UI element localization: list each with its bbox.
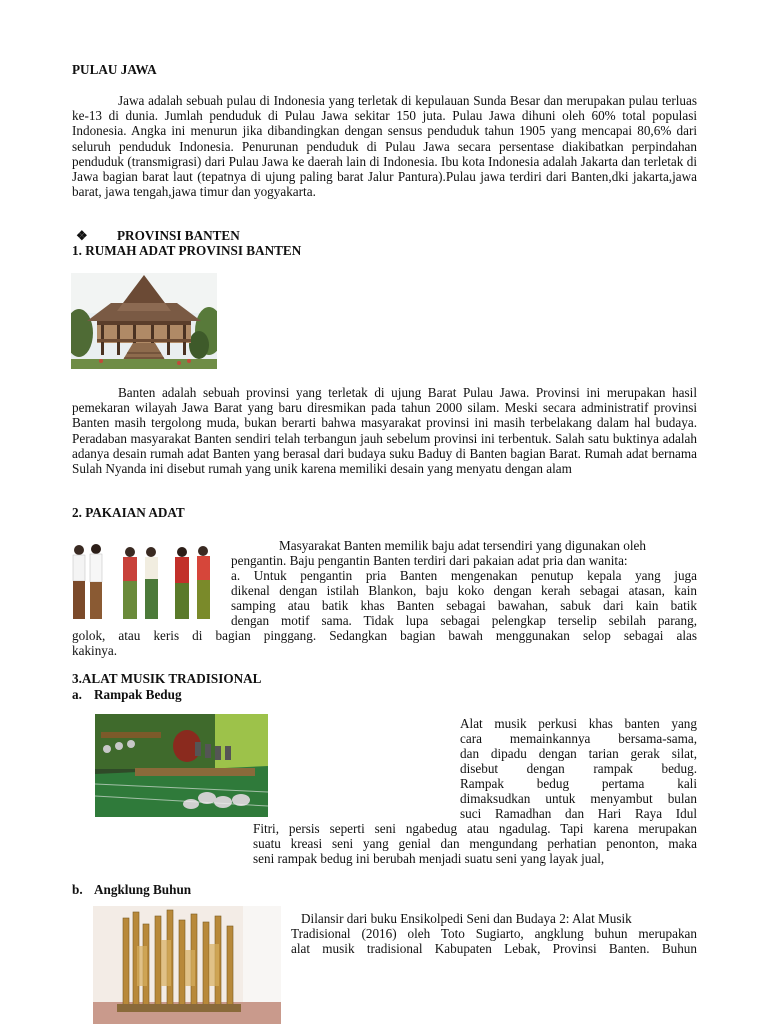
pakaian-line-7: golok, atau keris di bagian pinggang. Sedangkan bagian bawah menggunakan selop sebagai alas — [72, 628, 697, 643]
pakaian-line-8: kakinya. — [72, 643, 118, 658]
heading-angklung-buhun: Angklung Buhun — [94, 882, 192, 897]
rampak-side-line-7: suci Ramadhan dan Hari Raya Idul — [460, 806, 697, 821]
rampak-bottom-line-2: suatu kreasi seni yang genial dan mengundang perhatian penonton, maka — [253, 836, 697, 851]
pakaian-adat-image — [69, 538, 216, 626]
rampak-side-line-6: dimaksudkan untuk menyambut bulan — [460, 791, 697, 806]
intro-paragraph: Jawa adalah sebuah pulau di Indonesia yang terletak di kepulauan Sunda Besar dan merupakan pulau terluas ke-13 di dunia. Jumlah penduduk di Pulau Jawa sekitar 150 juta. Pulau Jawa dihuni oleh 60% total populasi Indonesia. Angka ini menurun jika dibandingkan dengan sensus penduduk tahun 1905 yang mencapai 80,6% dari seluruh penduduk Indonesia. Penurunan penduduk di Pulau Jawa secara persentase diakibatkan perpindahan penduduk (transmigrasi) dari Pulau Jawa ke daerah lain di Indonesia. Ibu kota Indonesia adalah Jakarta dan terletak di Jawa bagian barat laut (tepatnya di ujung paling barat Jalur Pantura).Pulau jawa terdiri dari Banten,dki jakarta,jawa barat, jawa tengah,jawa timur dan yogyakarta. — [72, 93, 697, 200]
rampak-side-line-4: disebut dengan rampak bedug. — [460, 761, 697, 776]
angklung-line-1: Dilansir dari buku Ensikolpedi Seni dan Budaya 2: Alat Musik — [301, 911, 632, 926]
rampak-side-line-5: Rampak bedug pertama kali — [460, 776, 697, 791]
rampak-side-line-2: cara memainkannya bersama-sama, — [460, 731, 697, 746]
pakaian-line-6: dengan motif sama. Tidak lupa sebagai pelengkap terselip sebilah parang, — [231, 613, 697, 628]
rampak-bottom-line-1: Fitri, persis seperti seni ngabedug atau ngadulag. Tapi karena merupakan — [253, 821, 697, 836]
angklung-line-2: Tradisional (2016) oleh Toto Sugiarto, angklung buhun merupakan — [291, 926, 697, 941]
bullet-icon: ❖ — [76, 228, 88, 243]
rampak-bottom-line-3: seni rampak bedug ini berubah menjadi suatu seni yang layak jual, — [253, 851, 605, 866]
list-label-b: b. — [72, 882, 83, 897]
rampak-side-line-1: Alat musik perkusi khas banten yang — [460, 716, 697, 731]
rampak-side-line-3: dan dipadu dengan tarian gerak silat, — [460, 746, 697, 761]
pakaian-line-1: Masyarakat Banten memilik baju adat tersendiri yang digunakan oleh — [279, 538, 646, 553]
heading-rampak-bedug: Rampak Bedug — [94, 687, 182, 702]
rumah-adat-paragraph: Banten adalah sebuah provinsi yang terletak di ujung Barat Pulau Jawa. Provinsi ini merupakan hasil pemekaran wilayah Jawa Barat yang baru diresmikan pada tahun 2000 silam. Meski secara administratif provinsi Banten masih tergolong muda, bukan berarti bahwa masyarakat provinsi ini masih terbelakang dalam hal budaya. Peradaban masyarakat Banten sendiri telah terbangun jauh sebelum provinsi ini terbentuk. Salah satu buktinya adalah adanya desain rumah adat Banten yang berasal dari budaya suku Baduy di Banten bagian Barat. Rumah adat bernama Sulah Nyanda ini disebut rumah yang unik karena memiliki desain yang menyatu dengan alam — [72, 385, 697, 477]
rumah-adat-image — [71, 273, 217, 369]
pakaian-line-3: a. Untuk pengantin pria Banten mengenakan penutup kepala yang juga — [231, 568, 697, 583]
rampak-bedug-image — [95, 714, 268, 817]
section-heading-banten: PROVINSI BANTEN — [117, 228, 240, 243]
pakaian-line-5: samping atau batik khas Banten sebagai bawahan, sabuk dari kain batik — [231, 598, 697, 613]
heading-alat-musik: 3.ALAT MUSIK TRADISIONAL — [72, 671, 262, 686]
angklung-buhun-image — [93, 906, 281, 1024]
heading-pakaian-adat: 2. PAKAIAN ADAT — [72, 505, 185, 520]
pakaian-line-2: pengantin. Baju pengantin Banten terdiri dari pakaian adat pria dan wanita: — [231, 553, 628, 568]
angklung-line-3: alat musik tradisional Kabupaten Lebak, Provinsi Banten. Buhun — [291, 941, 697, 956]
page-title: PULAU JAWA — [72, 62, 157, 77]
pakaian-line-4: dikenal dengan istilah Blankon, baju koko dengan kerah sebagai atasan, kain — [231, 583, 697, 598]
heading-rumah-adat: 1. RUMAH ADAT PROVINSI BANTEN — [72, 243, 302, 258]
list-label-a: a. — [72, 687, 82, 702]
